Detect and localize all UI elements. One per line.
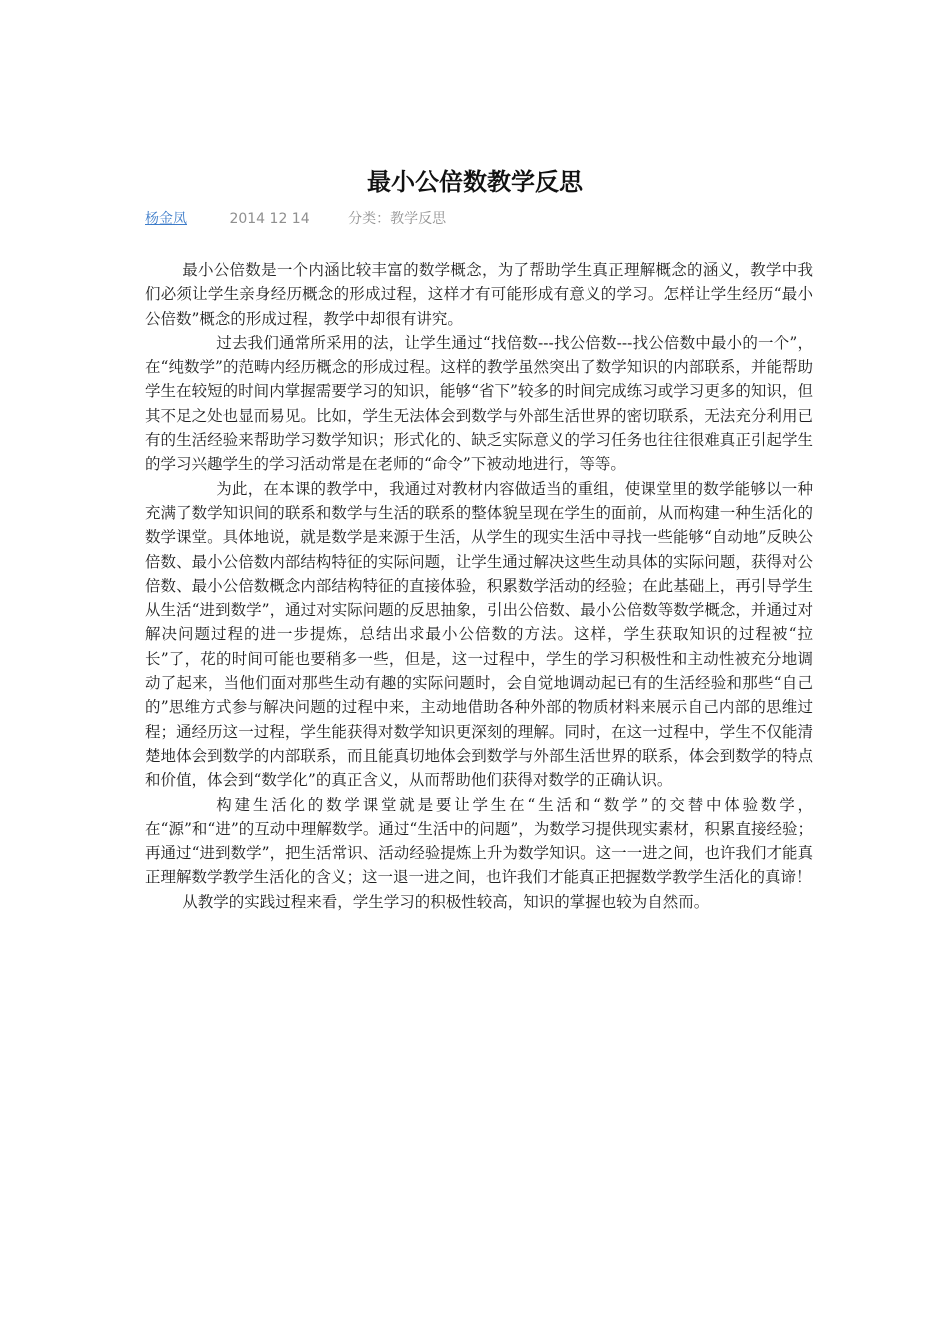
article-meta	[145, 208, 446, 230]
paragraph-5: 从教学的实践过程来看，学生学习的积极性较高，知识的掌握也较为自然而。	[182, 892, 710, 911]
article-title: 最小公倍数教学反思	[367, 168, 583, 196]
paragraph-2: 过去我们通常所采用的法，让学生通过“找倍数---找公倍数---找公倍数中最小的一个”，在“纯数学”的范畴内经历概念的形成过程。这样的教学虽然突出了数学知识的内部联系，并能帮助学生在较短的时间内掌握需要学习的知识，能够“省下”较多的时间完成练习或学习更多的知识，但其不足之处也显而易见。比如，学生无法体会到数学与外部生活世界的密切联系，无法充分利用已有的生活经验来帮助学习数学知识；形式化的、缺乏实际意义的学习任务也往往很难真正引起学生的学习兴趣学生的学习活动常是在老师的“命令”下被动地进行，等等。	[145, 333, 813, 474]
author-link[interactable]: 杨金凤	[145, 211, 187, 227]
article-category: 分类：教学反思	[348, 211, 447, 227]
article-body	[145, 258, 813, 914]
paragraph-3: 为此，在本课的教学中，我通过对教材内容做适当的重组，使课堂里的数学能够以一种充满了数学知识间的联系和数学与生活的联系的整体貌呈现在学生的面前，从而构建一种生活化的数学课堂。具体地说，就是数学是来源于生活，从学生的现实生活中寻找一些能够“自动地”反映公倍数、最小公倍数内部结构特征的实际问题，让学生通过解决这些生动具体的实际问题，获得对公倍数、最小公倍数概念内部结构特征的直接体验，积累数学活动的经验；在此基础上，再引导学生从生活“进到数学”，通过对实际问题的反思抽象，引出公倍数、最小公倍数等数学概念，并通过对解决问题过程的进一步提炼，总结出求最小公倍数的方法。这样，学生获取知识的过程被“拉长”了，花的时间可能也要稍多一些，但是，这一过程中，学生的学习积极性和主动性被充分地调动了起来，当他们面对那些生动有趣的实际问题时，会自觉地调动起已有的生活经验和那些“自己的”思维方式参与解决问题的过程中来，主动地借助各种外部的物质材料来展示自己内部的思维过程；通经历这一过程，学生能获得对数学知识更深刻的理解。同时，在这一过程中，学生不仅能清楚地体会到数学的内部联系，而且能真切地体会到数学与外部生活世界的联系，体会到数学的特点和价值，体会到“数学化”的真正含义，从而帮助他们获得对数学的正确认识。	[145, 479, 813, 790]
paragraph-1: 最小公倍数是一个内涵比较丰富的数学概念，为了帮助学生真正理解概念的涵义，教学中我们必须让学生亲身经历概念的形成过程，这样才有可能形成有意义的学习。怎样让学生经历“最小公倍数”概念的形成过程，教学中却很有讲究。	[145, 261, 813, 328]
paragraph-4: 构建生活化的数学课堂就是要让学生在“生活和“数学”的交替中体验数学，在“源”和“进”的互动中理解数学。通过“生活中的问题”，为数学习提供现实素材，积累直接经验；再通过“进到数学”，把生活常识、活动经验提炼上升为数学知识。这一一进之间，也许我们才能真正理解数学教学生活化的含义；这一退一进之间，也许我们才能真正把握数学教学生活化的真谛！	[145, 795, 813, 887]
publish-date: 2014 12 14	[229, 211, 310, 227]
